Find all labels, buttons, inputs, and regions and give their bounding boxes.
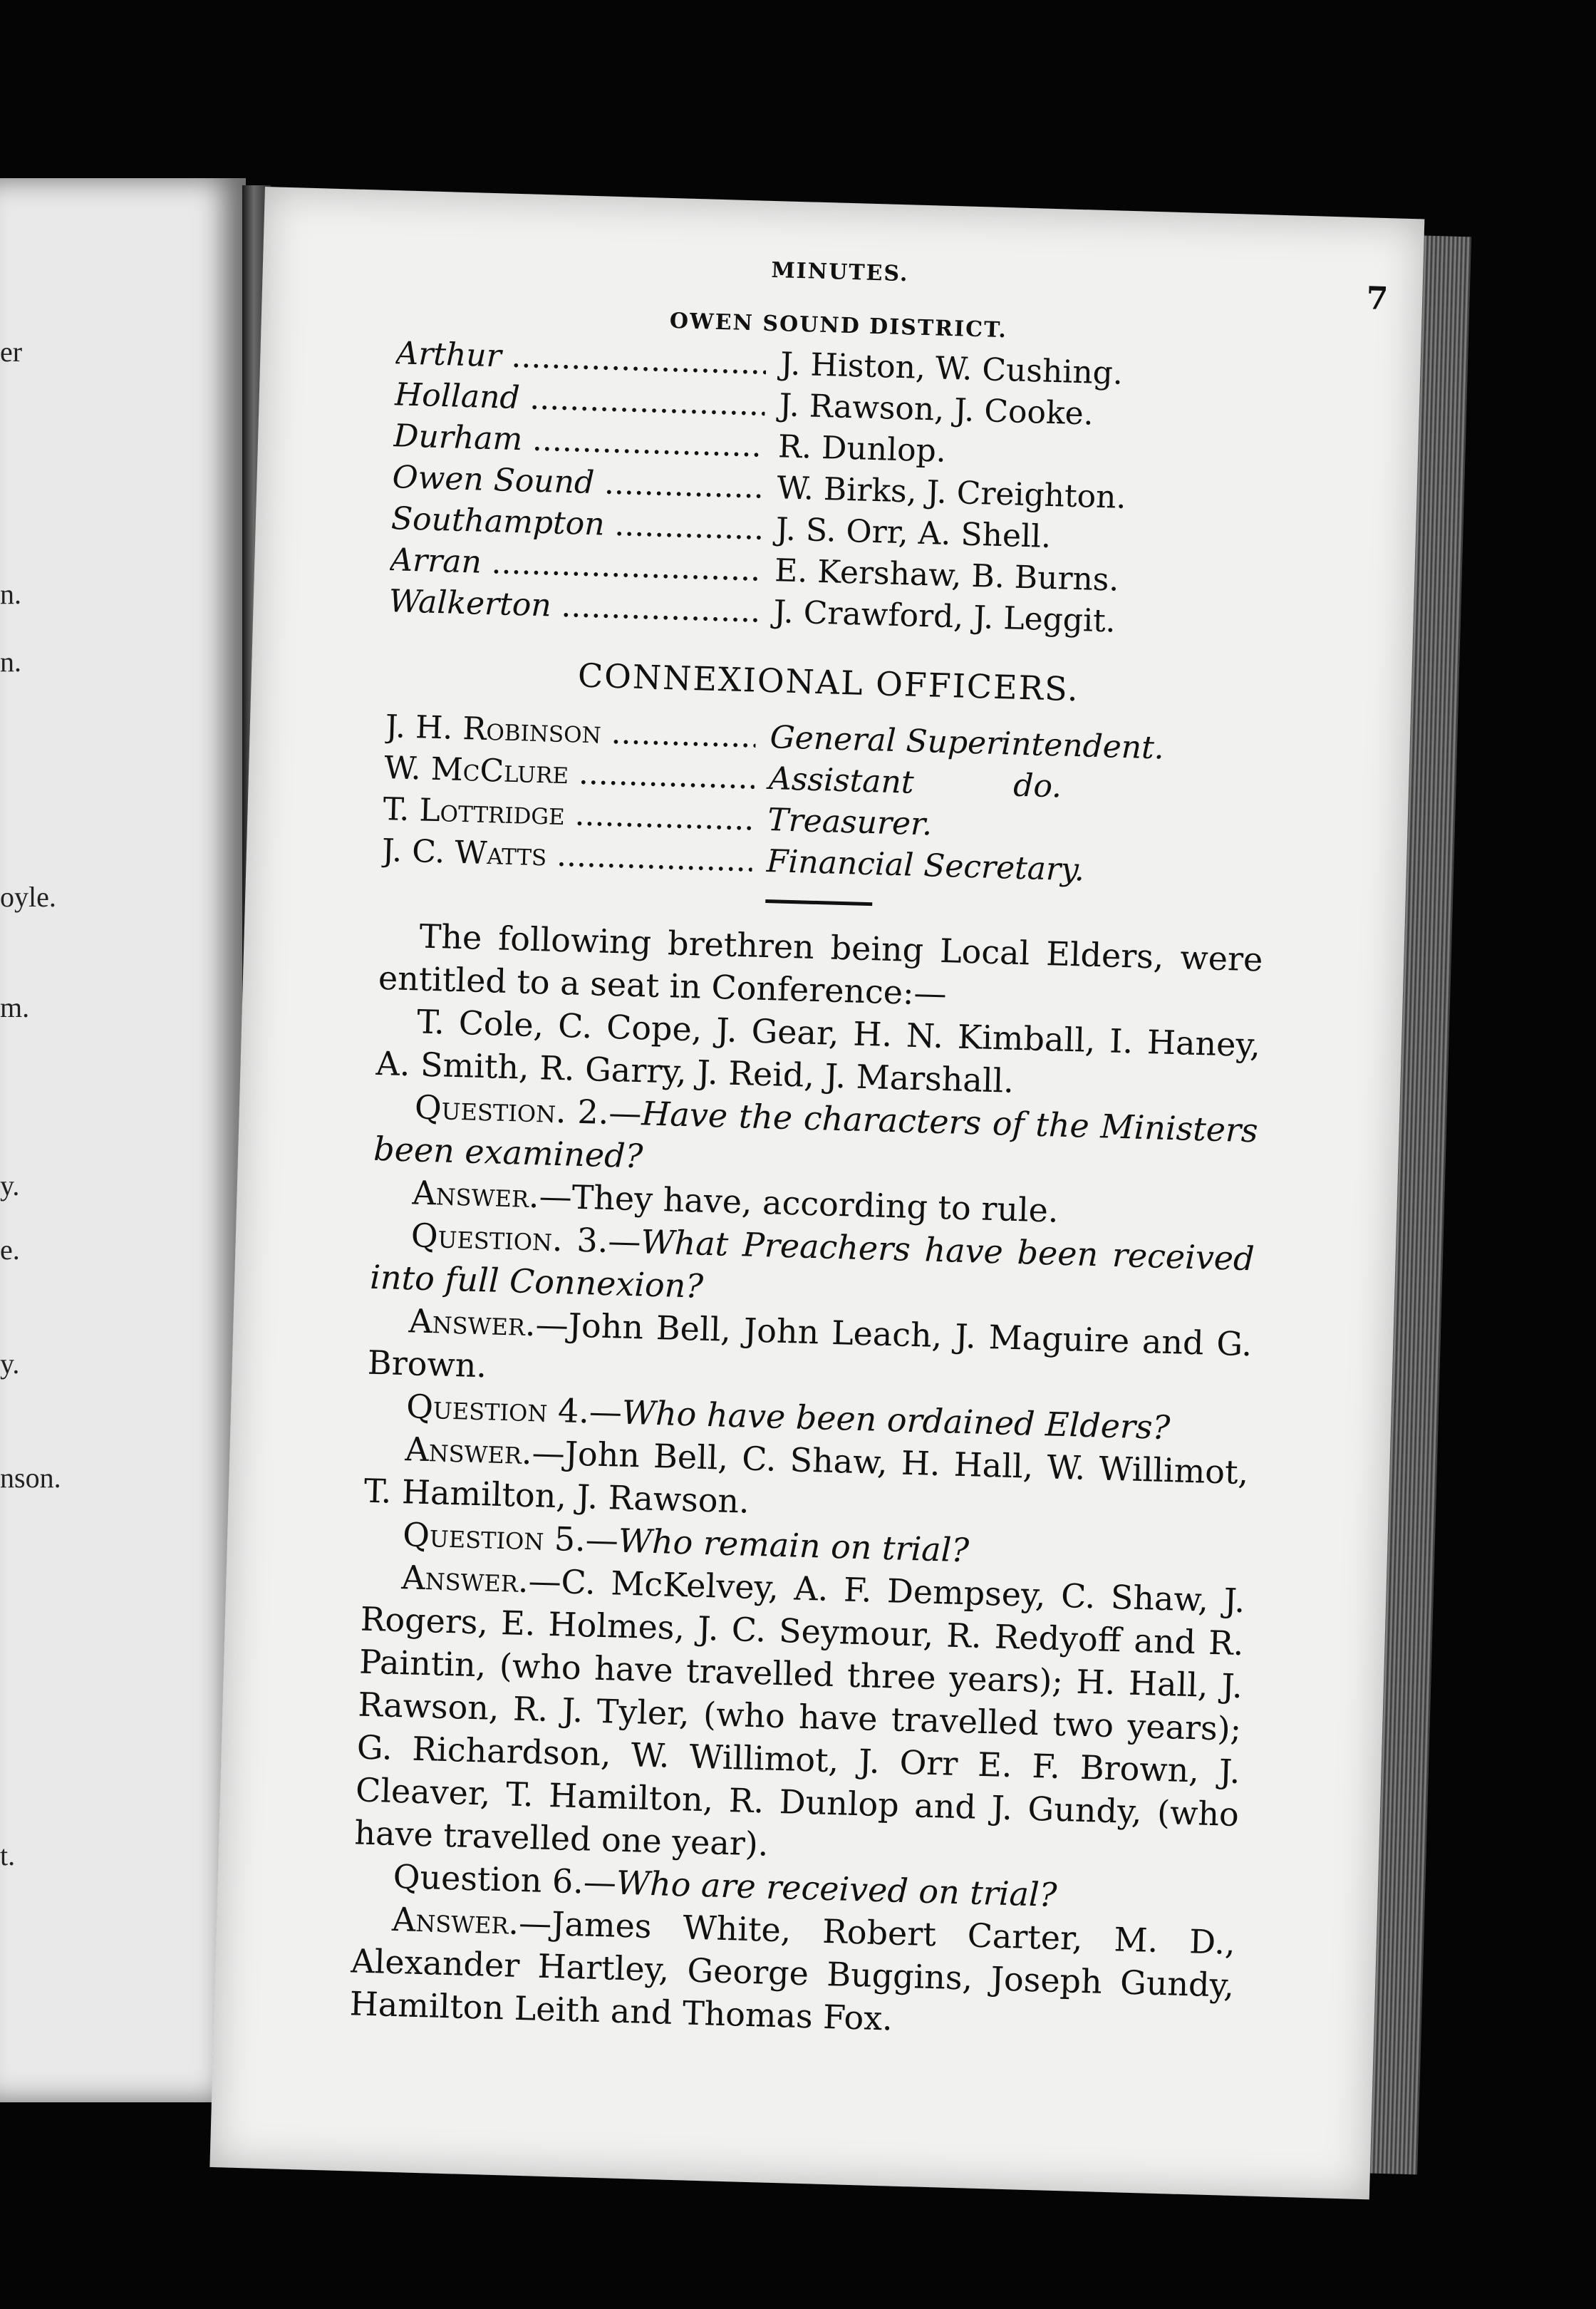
answer-label: Answer.: [404, 1430, 533, 1472]
officer-office: Financial Secretary.: [766, 843, 1085, 889]
place-name: Southampton .....: [390, 498, 762, 549]
place-name: Holland .....: [394, 374, 765, 425]
answer-text: —James White, Robert Carter, M. D., Alexander Hartley, George Buggins, Joseph Gundy, Hamilton Leith and Thomas Fox.: [349, 1903, 1236, 2038]
question-text: Who are received on trial?: [616, 1863, 1058, 1914]
left-text-fragment: oyle.: [0, 881, 56, 913]
left-text-fragment: y.: [0, 1169, 20, 1202]
officer-office: General Superintendent.: [769, 719, 1165, 767]
section-rule: [765, 899, 872, 906]
place-name: Durham .....: [393, 415, 764, 467]
question-label: Question. 2.—: [414, 1088, 643, 1133]
question-label: Question 6.—: [393, 1856, 617, 1902]
answer-5: [354, 1555, 1245, 1879]
answer-label: Answer.: [400, 1558, 529, 1601]
place-name: Walkerton .....: [388, 581, 760, 632]
page-content: [349, 247, 1389, 2050]
answer-label: Answer.: [408, 1301, 537, 1344]
local-elders-list: T. Cole, C. Cope, J. Gear, H. N. Kimball, I. Haney, A. Smith, R. Garry, J. Reid, J. Marshall.: [375, 1002, 1261, 1100]
officer-office: Treasurer.: [767, 802, 933, 843]
answer-text: —C. McKelvey, A. F. Dempsey, C. Shaw, J. Rogers, E. Holmes, J. C. Seymour, R. Redyoff and R. Paintin, (who have travelled three years); H. Hall, J. Rawson, R. J. Tyler, (who have travelled two years); G. Richardson, W. Willimot, J. Orr E. F. Brown, J. Cleaver, T. Hamilton, R. Dunlop and J. Gundy, (who have travelled one year).: [353, 1561, 1245, 1864]
left-text-fragment: nson.: [0, 1462, 61, 1494]
place-name: Owen Sound .....: [392, 457, 763, 508]
officer-name: T. Lottridge .....: [383, 789, 754, 840]
left-text-fragment: m.: [0, 991, 30, 1023]
officers-list: [381, 706, 1269, 897]
running-head: MINUTES.: [770, 257, 909, 287]
answer-text: —John Bell, John Leach, J. Maguire and G. Brown.: [367, 1305, 1253, 1385]
question-label: Question 5.—: [402, 1515, 619, 1560]
local-elders-intro: The following brethren being Local Elders, were entitled to a seat in Conference:—: [378, 916, 1264, 1013]
book-page: [209, 187, 1424, 2199]
officer-name: J. H. Robinson .....: [385, 706, 756, 758]
answer-6: [349, 1896, 1236, 2050]
preacher-names: J. Crawford, J. Leggit.: [772, 594, 1116, 640]
answer-label: Answer.: [411, 1173, 540, 1216]
question-text: Who remain on trial?: [618, 1521, 970, 1570]
answer-text: —They have, according to rule.: [538, 1177, 1059, 1230]
question-label: Question 4.—: [405, 1387, 623, 1432]
question-text: Have the characters of the Ministers been examined?: [373, 1094, 1259, 1176]
answer-label: Answer.: [391, 1899, 519, 1942]
preacher-names: J. Rawson, J. Cooke.: [779, 387, 1094, 433]
preacher-names: W. Birks, J. Creighton.: [776, 470, 1127, 516]
answer-text: —John Bell, C. Shaw, H. Hall, W. Willimot, T. Hamilton, J. Rawson.: [363, 1433, 1249, 1521]
question-text: Who have been ordained Elders?: [621, 1393, 1171, 1447]
question-text: What Preachers have been received into full Connexion?: [369, 1222, 1255, 1306]
district-list: [388, 333, 1280, 646]
officer-name: W. McClure .....: [383, 748, 755, 799]
preacher-names: J. Histon, W. Cushing.: [779, 346, 1124, 392]
place-name: Arthur .....: [395, 333, 767, 384]
left-page-fragment: [0, 178, 246, 2102]
left-text-fragment: n.: [0, 646, 21, 678]
preacher-names: J. S. Orr, A. Shell.: [775, 511, 1052, 555]
left-text-fragment: e.: [0, 1234, 20, 1266]
question-label: Question. 3.—: [410, 1216, 642, 1261]
left-text-fragment: er: [0, 336, 23, 368]
district-title: OWEN SOUND DISTRICT.: [669, 308, 1008, 343]
left-text-fragment: t.: [0, 1839, 16, 1871]
officer-office: Assistant do.: [768, 760, 1062, 805]
left-text-fragment: n.: [0, 578, 21, 610]
page-number: 7: [1365, 280, 1389, 318]
preacher-names: R. Dunlop.: [777, 428, 947, 470]
officer-name: J. C. Watts .....: [381, 830, 752, 882]
officers-title: CONNEXIONAL OFFICERS.: [577, 656, 1080, 709]
left-text-fragment: y.: [0, 1348, 20, 1380]
preacher-names: E. Kershaw, B. Burns.: [774, 552, 1120, 599]
place-name: Arran .....: [390, 539, 761, 591]
